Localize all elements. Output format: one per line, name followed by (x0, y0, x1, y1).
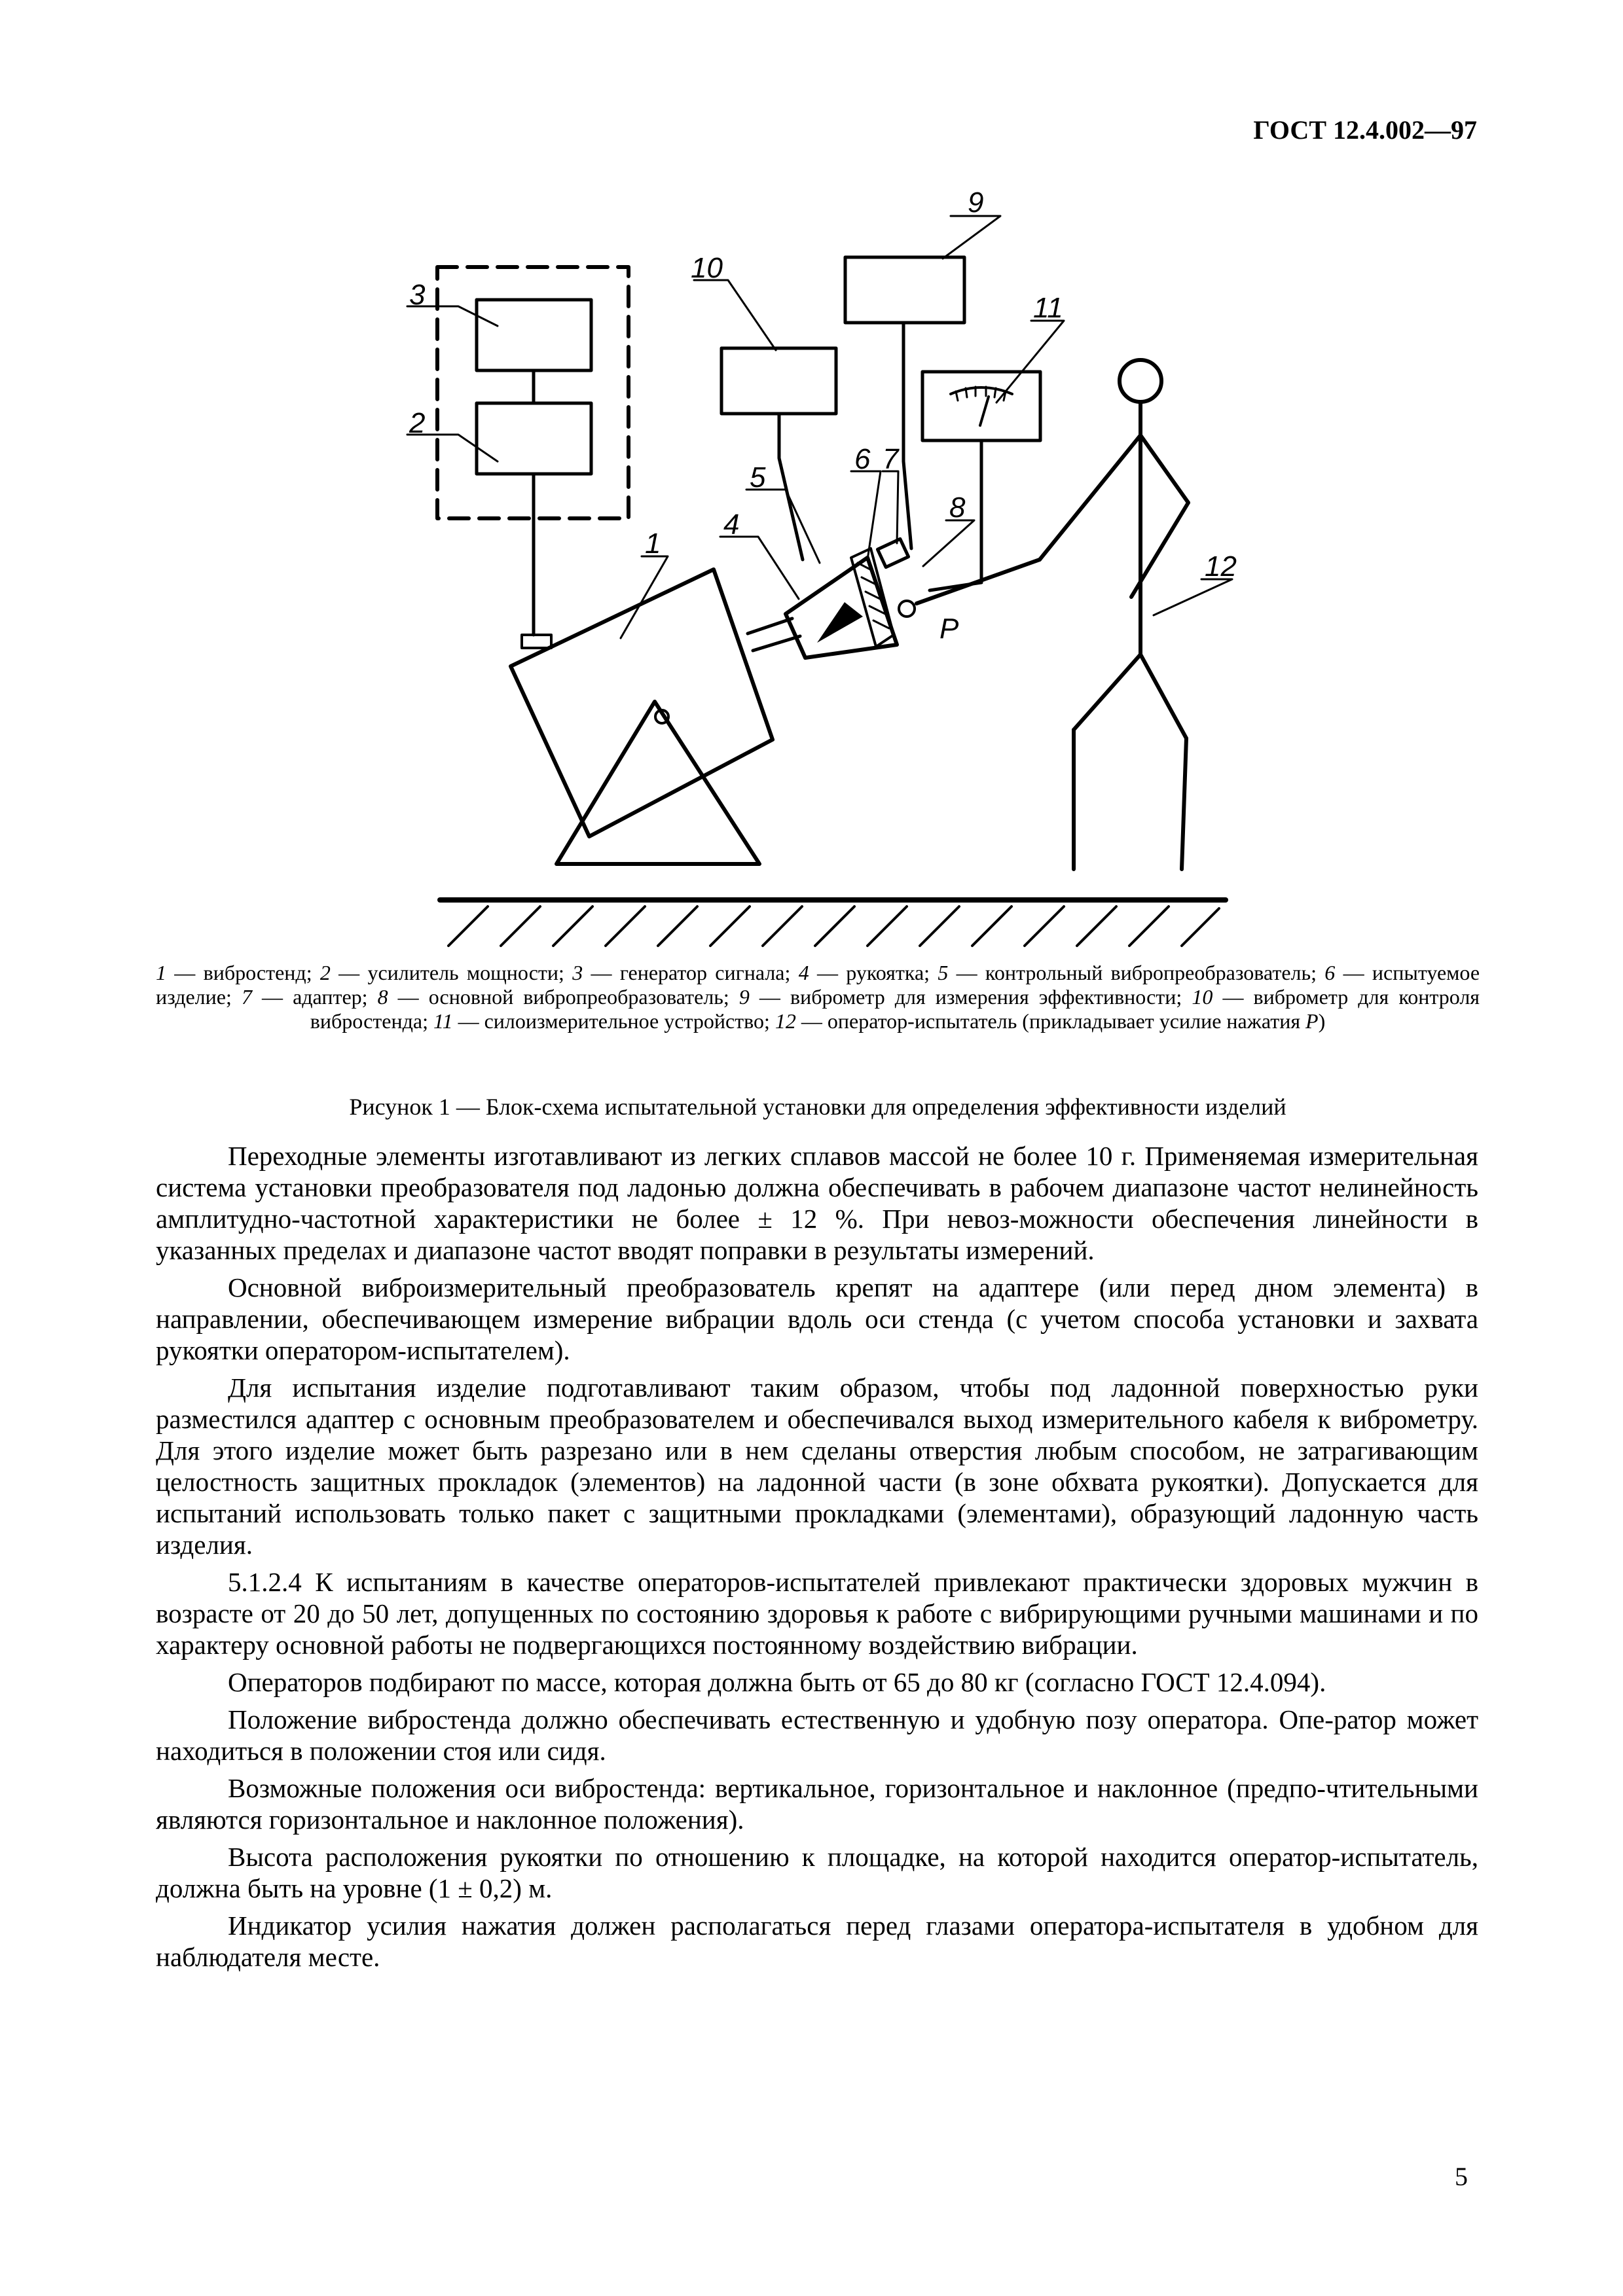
body-text (156, 1140, 1478, 1979)
label-5: 5 (750, 461, 766, 493)
legend-text: — усилитель мощности; (330, 961, 573, 984)
label-7: 7 (883, 443, 899, 475)
ground-hatching (448, 906, 1219, 946)
legend-close-paren: ) (1318, 1009, 1326, 1033)
label-11: 11 (1033, 292, 1063, 324)
legend-num: 4 (798, 961, 809, 984)
label-force-p: P (939, 613, 959, 645)
paragraph: 5.1.2.4 К испытаниям в качестве операторов-испытателей привлекают практически здоровых мужчин в возрасте от 20 до 50 лет, допущенных по состоянию здоровья к работе с вибрирующими ручными машинами и по характеру основной работы не подвергающихся постоянному воздействию вибрации. (156, 1567, 1478, 1660)
legend-num: 9 (739, 985, 750, 1009)
legend-text: — генератор сигнала; (583, 961, 799, 984)
label-9: 9 (968, 187, 984, 219)
legend-num: 7 (241, 985, 252, 1009)
block-11-force-meter (922, 372, 1040, 440)
paragraph: Возможные положения оси вибростенда: вертикальное, горизонтальное и наклонное (предпо-чтительными являются горизонтальное и наклонное положения). (156, 1773, 1478, 1835)
block-2-power-amplifier (477, 403, 591, 474)
label-8: 8 (949, 492, 966, 524)
paragraph: Переходные элементы изготавливают из легких сплавов массой не более 10 г. Применяемая измерительная система установки преобразователя под ладонью должна обеспечивать в рабочем диапазоне частот нелинейность амплитудно-частотной характеристики не более ± 12 %. При невоз-можности обеспечения линейности в указанных пределах и диапазоне частот вводят поправки в результаты измерений. (156, 1141, 1478, 1265)
label-6: 6 (854, 443, 871, 475)
legend-num: 2 (319, 961, 331, 984)
label-3: 3 (409, 279, 426, 311)
legend-num: 1 (156, 961, 166, 984)
paragraph: Положение вибростенда должно обеспечивать естественную и удобную позу оператора. Опе-ратор может находиться в положении стоя или сидя. (156, 1704, 1478, 1766)
label-2: 2 (409, 407, 426, 439)
document-code-header: ГОСТ 12.4.002—97 (1253, 115, 1477, 145)
legend-force-symbol: P (1305, 1009, 1319, 1033)
legend-text: — испытуемое изделие; (156, 961, 1480, 1009)
stand-connector (522, 635, 551, 648)
legend-num: 12 (775, 1009, 796, 1033)
legend-text: — силоизмерительное устройство; (452, 1009, 775, 1033)
legend-num: 11 (433, 1009, 453, 1033)
label-1: 1 (645, 528, 661, 560)
paragraph: Высота расположения рукоятки по отношению к площадке, на которой находится оператор-испытатель, должна быть на уровне (1 ± 0,2) м. (156, 1842, 1478, 1903)
legend-num: 5 (938, 961, 949, 984)
paragraph: Операторов подбирают по массе, которая должна быть от 65 до 80 кг (согласно ГОСТ 12.4.094). (228, 1667, 1326, 1697)
adapter-7-sensor-8 (877, 539, 908, 567)
paragraph: Основной виброизмерительный преобразователь крепят на адаптере (или перед дном элемента) в направлении, обеспечивающем измерение вибрации вдоль оси стенда (с учетом способа установки и захвата рукоятки оператором-испытателем). (156, 1272, 1478, 1365)
label-12: 12 (1205, 550, 1237, 583)
legend-num: 6 (1324, 961, 1336, 984)
stand-support (556, 702, 759, 864)
legend-text: — рукоятка; (809, 961, 938, 984)
paragraph: Индикатор усилия нажатия должен располагаться перед глазами оператора-испытателя в удобном для наблюдателя месте. (156, 1910, 1478, 1972)
force-point-p (899, 601, 915, 617)
block-9-efficiency-vibrometer (845, 257, 964, 323)
legend-text: — виброметр для измерения эффективности; (749, 985, 1192, 1009)
legend-text: — вибростенд; (166, 961, 320, 984)
legend-num: 3 (572, 961, 583, 984)
vibration-stand-body (511, 569, 773, 836)
legend-text: — основной вибропреобразователь; (388, 985, 739, 1009)
legend-text: — оператор-испытатель (прикладывает усилие нажатия (795, 1009, 1306, 1033)
legend-num: 10 (1192, 985, 1213, 1009)
figure-caption: Рисунок 1 — Блок-схема испытательной установки для определения эффективности изделий (349, 1094, 1286, 1120)
legend-text: — контрольный вибропреобразователь; (948, 961, 1325, 984)
meter-scale-arc (951, 387, 1012, 394)
paragraph: Для испытания изделие подготавливают таким образом, чтобы под ладонной поверхностью руки разместился адаптер с основным преобразователем и обеспечивался выход измерительного кабеля к виброметру. Для этого изделие может быть разрезано или в нем сделаны отверстия любым способом, не затрагивающим целостность защитных прокладок (элементов) на ладонной части (в зоне обхвата рукоятки). Допускается для испытаний использовать только пакет с защитными прокладками (элементами), образующий ладонную часть изделия. (156, 1372, 1478, 1560)
label-4: 4 (723, 509, 740, 541)
figure-legend (156, 961, 1480, 1033)
meter-needle (980, 397, 989, 425)
sensor-5-triangle (817, 602, 863, 643)
page-number: 5 (1455, 2162, 1468, 2191)
legend-text: — виброметр для контроля вибростенда; (310, 985, 1480, 1033)
test-setup-diagram (409, 164, 1237, 962)
label-10: 10 (691, 252, 723, 284)
legend-text: — адаптер; (251, 985, 378, 1009)
block-10-stand-vibrometer (721, 348, 836, 414)
legend-num: 8 (377, 985, 388, 1009)
block-3-signal-generator (477, 300, 591, 370)
